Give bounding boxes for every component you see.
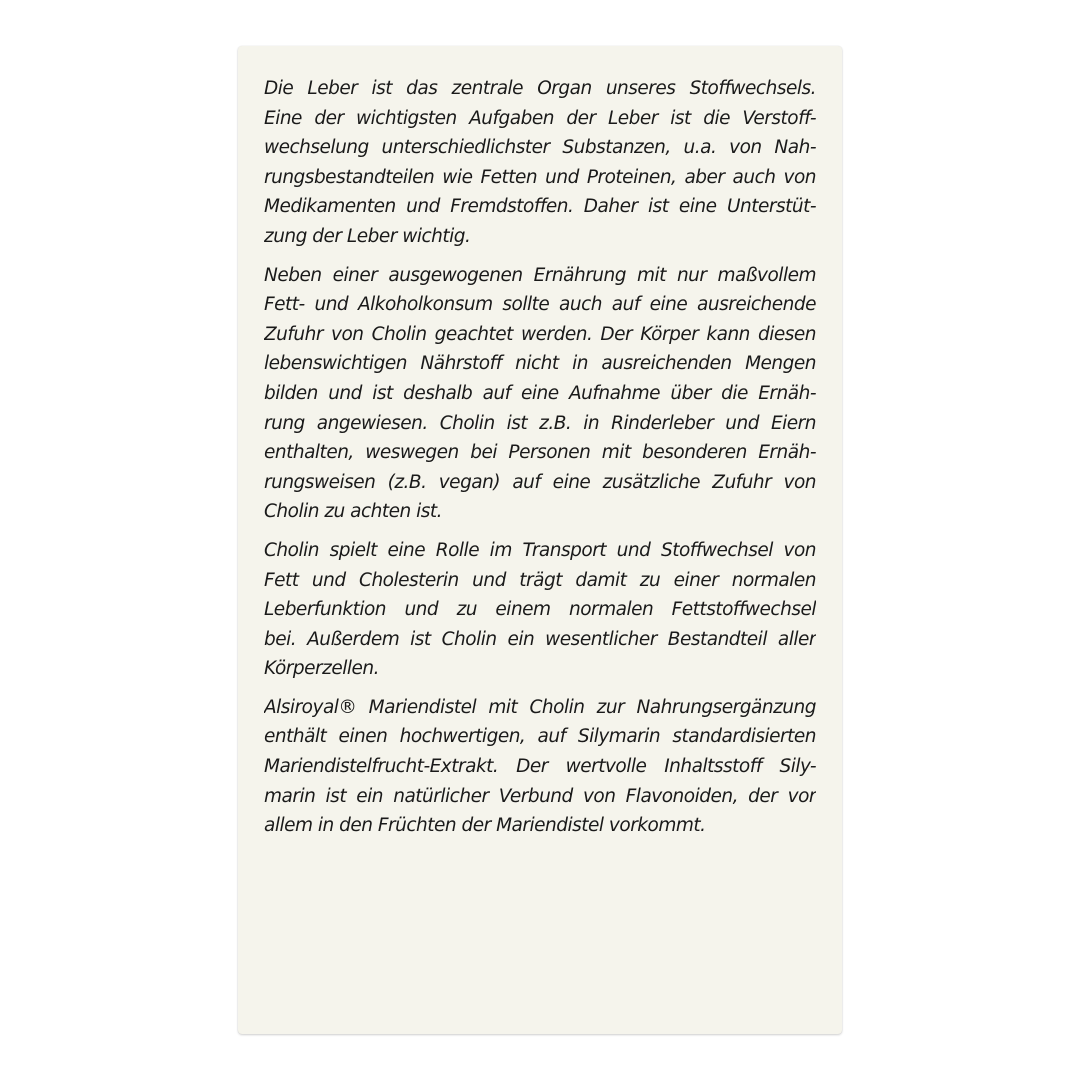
text-line: marin ist ein natürlicher Verbund von Flavonoiden, der vor	[264, 785, 816, 807]
text-line: Zufuhr von Cholin geachtet werden. Der Körper kann diesen	[264, 323, 816, 345]
text-line: rungsweisen (z.B. vegan) auf eine zusätzliche Zufuhr von	[264, 471, 816, 493]
text-line: Cholin spielt eine Rolle im Transport und Stoffwechsel von	[264, 539, 816, 561]
text-line: Eine der wichtigsten Aufgaben der Leber ist die Verstoff-	[264, 107, 816, 129]
text-line: Körperzellen.	[264, 658, 379, 680]
product-info-card	[238, 46, 842, 1034]
text-line: Cholin zu achten ist.	[264, 501, 443, 523]
text-line: lebenswichtigen Nährstoff nicht in ausreichenden Mengen	[264, 353, 816, 375]
paragraph-liver-intro	[264, 74, 816, 252]
text-line: allem in den Früchten der Mariendistel vorkommt.	[264, 815, 706, 837]
text-line: Neben einer ausgewogenen Ernährung mit nur maßvollem	[264, 264, 816, 286]
text-line: wechselung unterschiedlichster Substanzen, u.a. von Nah-	[264, 137, 816, 159]
text-line: rung angewiesen. Cholin ist z.B. in Rinderleber und Eiern	[264, 412, 816, 434]
text-line: Leberfunktion und zu einem normalen Fettstoffwechsel	[264, 599, 816, 621]
text-line: Fett und Cholesterin und trägt damit zu einer normalen	[264, 569, 816, 591]
text-line: Medikamenten und Fremdstoffen. Daher ist eine Unterstüt-	[264, 196, 816, 218]
text-line: enthalten, weswegen bei Personen mit besonderen Ernäh-	[264, 442, 816, 464]
paragraph-choline-function	[264, 536, 816, 684]
text-line: bei. Außerdem ist Cholin ein wesentlicher Bestandteil aller	[264, 628, 816, 650]
text-line: rungsbestandteilen wie Fetten und Proteinen, aber auch von	[264, 166, 816, 188]
paragraph-choline-intake	[264, 261, 816, 527]
text-line: bilden und ist deshalb auf eine Aufnahme über die Ernäh-	[264, 382, 816, 404]
text-line: enthält einen hochwertigen, auf Silymarin standardisierten	[264, 726, 816, 748]
text-line: Fett- und Alkoholkonsum sollte auch auf eine ausreichende	[264, 294, 816, 316]
text-line: Die Leber ist das zentrale Organ unseres Stoffwechsels.	[264, 78, 816, 99]
text-line: zung der Leber wichtig.	[264, 225, 471, 247]
paragraph-product-description	[264, 693, 816, 841]
text-line: Mariendistelfrucht-Extrakt. Der wertvolle Inhaltsstoff Sily-	[264, 756, 816, 778]
text-line: Alsiroyal® Mariendistel mit Cholin zur Nahrungsergänzung	[264, 696, 816, 718]
